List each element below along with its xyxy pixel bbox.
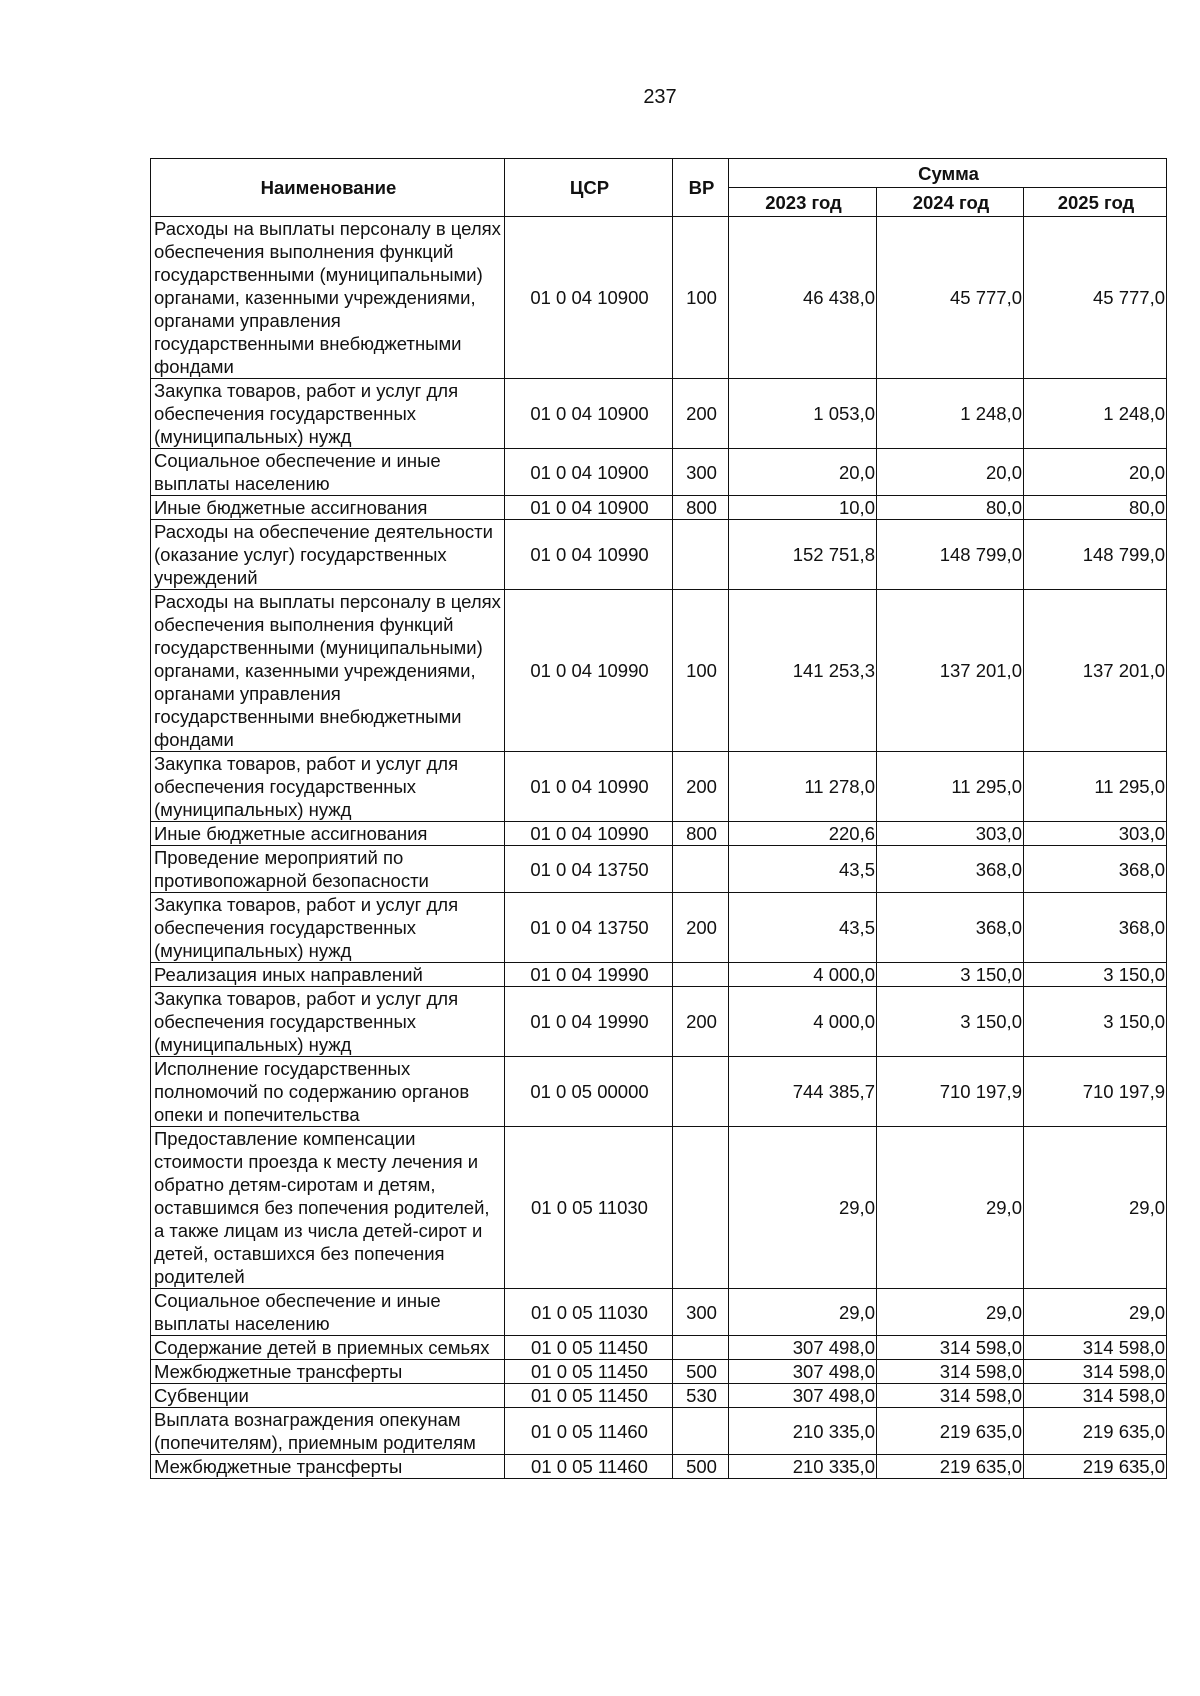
cell-csr: 01 0 05 11030 (505, 1289, 673, 1336)
cell-csr: 01 0 04 19990 (505, 963, 673, 987)
cell-amount-2024: 29,0 (877, 1289, 1024, 1336)
page-number: 237 (643, 86, 677, 108)
cell-csr: 01 0 05 11450 (505, 1360, 673, 1384)
cell-amount-2023: 744 385,7 (729, 1057, 877, 1127)
cell-name: Закупка товаров, работ и услуг для обеспечения государственных (муниципальных) нужд (151, 379, 505, 449)
cell-name: Реализация иных направлений (151, 963, 505, 987)
cell-vr (673, 846, 729, 893)
cell-amount-2024: 11 295,0 (877, 752, 1024, 822)
cell-name: Социальное обеспечение и иные выплаты населению (151, 449, 505, 496)
cell-amount-2025: 303,0 (1024, 822, 1167, 846)
table-row (151, 1336, 1167, 1360)
header-year-2025: 2025 год (1024, 188, 1167, 217)
cell-vr: 200 (673, 893, 729, 963)
cell-amount-2025: 11 295,0 (1024, 752, 1167, 822)
cell-amount-2023: 307 498,0 (729, 1360, 877, 1384)
cell-amount-2023: 220,6 (729, 822, 877, 846)
table-row (151, 1360, 1167, 1384)
cell-vr: 500 (673, 1455, 729, 1479)
cell-vr: 300 (673, 449, 729, 496)
cell-amount-2025: 29,0 (1024, 1289, 1167, 1336)
cell-name: Закупка товаров, работ и услуг для обеспечения государственных (муниципальных) нужд (151, 893, 505, 963)
cell-amount-2023: 29,0 (729, 1289, 877, 1336)
cell-name: Иные бюджетные ассигнования (151, 822, 505, 846)
cell-amount-2024: 1 248,0 (877, 379, 1024, 449)
cell-amount-2024: 368,0 (877, 893, 1024, 963)
cell-vr: 300 (673, 1289, 729, 1336)
cell-amount-2025: 219 635,0 (1024, 1455, 1167, 1479)
cell-vr: 100 (673, 590, 729, 752)
cell-amount-2025: 80,0 (1024, 496, 1167, 520)
cell-vr (673, 1336, 729, 1360)
cell-amount-2025: 148 799,0 (1024, 520, 1167, 590)
cell-amount-2025: 368,0 (1024, 846, 1167, 893)
cell-csr: 01 0 05 00000 (505, 1057, 673, 1127)
table-row (151, 963, 1167, 987)
cell-amount-2025: 29,0 (1024, 1127, 1167, 1289)
cell-csr: 01 0 04 10900 (505, 496, 673, 520)
cell-csr: 01 0 04 13750 (505, 846, 673, 893)
cell-amount-2024: 148 799,0 (877, 520, 1024, 590)
cell-amount-2025: 368,0 (1024, 893, 1167, 963)
cell-name: Закупка товаров, работ и услуг для обеспечения государственных (муниципальных) нужд (151, 752, 505, 822)
cell-amount-2024: 137 201,0 (877, 590, 1024, 752)
table-row (151, 1455, 1167, 1479)
cell-amount-2023: 10,0 (729, 496, 877, 520)
cell-name: Расходы на обеспечение деятельности (оказание услуг) государственных учреждений (151, 520, 505, 590)
cell-name: Предоставление компенсации стоимости проезда к месту лечения и обратно детям-сиротам и детям, оставшимся без попечения родителей, а также лицам из числа детей-сирот и детей, оставшихся без попечения родителей (151, 1127, 505, 1289)
cell-amount-2025: 314 598,0 (1024, 1384, 1167, 1408)
table-header (151, 159, 1167, 217)
budget-table (150, 158, 1167, 1479)
cell-amount-2024: 368,0 (877, 846, 1024, 893)
cell-amount-2023: 4 000,0 (729, 987, 877, 1057)
cell-vr: 800 (673, 822, 729, 846)
table-row (151, 1057, 1167, 1127)
cell-name: Социальное обеспечение и иные выплаты населению (151, 1289, 505, 1336)
cell-amount-2023: 152 751,8 (729, 520, 877, 590)
cell-amount-2024: 3 150,0 (877, 987, 1024, 1057)
cell-amount-2025: 20,0 (1024, 449, 1167, 496)
cell-name: Закупка товаров, работ и услуг для обеспечения государственных (муниципальных) нужд (151, 987, 505, 1057)
cell-amount-2025: 219 635,0 (1024, 1408, 1167, 1455)
cell-amount-2023: 43,5 (729, 846, 877, 893)
cell-amount-2023: 20,0 (729, 449, 877, 496)
cell-vr (673, 1127, 729, 1289)
cell-amount-2024: 20,0 (877, 449, 1024, 496)
table-row (151, 752, 1167, 822)
header-name: Наименование (151, 159, 505, 217)
cell-amount-2025: 45 777,0 (1024, 217, 1167, 379)
table-row (151, 987, 1167, 1057)
cell-amount-2023: 11 278,0 (729, 752, 877, 822)
cell-amount-2024: 314 598,0 (877, 1384, 1024, 1408)
cell-amount-2024: 29,0 (877, 1127, 1024, 1289)
header-vr: ВР (673, 159, 729, 217)
table-row (151, 1127, 1167, 1289)
cell-vr (673, 1408, 729, 1455)
table-row (151, 1289, 1167, 1336)
cell-vr (673, 520, 729, 590)
cell-amount-2023: 46 438,0 (729, 217, 877, 379)
cell-amount-2024: 45 777,0 (877, 217, 1024, 379)
cell-amount-2023: 307 498,0 (729, 1336, 877, 1360)
table-row (151, 217, 1167, 379)
cell-csr: 01 0 05 11460 (505, 1455, 673, 1479)
cell-name: Субвенции (151, 1384, 505, 1408)
cell-csr: 01 0 05 11460 (505, 1408, 673, 1455)
cell-csr: 01 0 04 10900 (505, 379, 673, 449)
cell-amount-2024: 3 150,0 (877, 963, 1024, 987)
cell-amount-2023: 29,0 (729, 1127, 877, 1289)
cell-name: Расходы на выплаты персоналу в целях обеспечения выполнения функций государственными (муниципальными) органами, казенными учреждениями, органами управления государственными внебюджетными фондами (151, 590, 505, 752)
cell-csr: 01 0 05 11450 (505, 1336, 673, 1360)
cell-amount-2023: 307 498,0 (729, 1384, 877, 1408)
cell-amount-2025: 314 598,0 (1024, 1360, 1167, 1384)
header-csr: ЦСР (505, 159, 673, 217)
cell-csr: 01 0 04 10900 (505, 217, 673, 379)
cell-vr (673, 1057, 729, 1127)
cell-amount-2023: 141 253,3 (729, 590, 877, 752)
header-year-2024: 2024 год (877, 188, 1024, 217)
cell-amount-2023: 4 000,0 (729, 963, 877, 987)
cell-amount-2024: 303,0 (877, 822, 1024, 846)
cell-name: Межбюджетные трансферты (151, 1360, 505, 1384)
cell-vr: 500 (673, 1360, 729, 1384)
cell-name: Исполнение государственных полномочий по содержанию органов опеки и попечительства (151, 1057, 505, 1127)
cell-amount-2024: 80,0 (877, 496, 1024, 520)
table-row (151, 893, 1167, 963)
cell-csr: 01 0 05 11030 (505, 1127, 673, 1289)
table-row (151, 822, 1167, 846)
cell-amount-2024: 219 635,0 (877, 1408, 1024, 1455)
cell-amount-2025: 710 197,9 (1024, 1057, 1167, 1127)
cell-amount-2023: 210 335,0 (729, 1408, 877, 1455)
cell-csr: 01 0 04 13750 (505, 893, 673, 963)
table-row (151, 590, 1167, 752)
cell-name: Иные бюджетные ассигнования (151, 496, 505, 520)
cell-amount-2024: 314 598,0 (877, 1336, 1024, 1360)
cell-amount-2025: 1 248,0 (1024, 379, 1167, 449)
cell-csr: 01 0 04 10990 (505, 520, 673, 590)
table-row (151, 379, 1167, 449)
cell-vr (673, 963, 729, 987)
cell-name: Расходы на выплаты персоналу в целях обеспечения выполнения функций государственными (муниципальными) органами, казенными учреждениями, органами управления государственными внебюджетными фондами (151, 217, 505, 379)
cell-name: Выплата вознаграждения опекунам (попечителям), приемным родителям (151, 1408, 505, 1455)
cell-amount-2023: 210 335,0 (729, 1455, 877, 1479)
cell-amount-2025: 137 201,0 (1024, 590, 1167, 752)
table-row (151, 449, 1167, 496)
cell-amount-2024: 710 197,9 (877, 1057, 1024, 1127)
cell-amount-2025: 3 150,0 (1024, 963, 1167, 987)
header-year-2023: 2023 год (729, 188, 877, 217)
cell-amount-2023: 1 053,0 (729, 379, 877, 449)
cell-vr: 530 (673, 1384, 729, 1408)
cell-vr: 200 (673, 987, 729, 1057)
cell-amount-2024: 314 598,0 (877, 1360, 1024, 1384)
cell-name: Межбюджетные трансферты (151, 1455, 505, 1479)
cell-name: Проведение мероприятий по противопожарной безопасности (151, 846, 505, 893)
table-row (151, 520, 1167, 590)
cell-csr: 01 0 04 19990 (505, 987, 673, 1057)
cell-vr: 200 (673, 379, 729, 449)
cell-amount-2025: 314 598,0 (1024, 1336, 1167, 1360)
header-sum: Сумма (729, 159, 1167, 188)
table-row (151, 1408, 1167, 1455)
cell-csr: 01 0 05 11450 (505, 1384, 673, 1408)
cell-name: Содержание детей в приемных семьях (151, 1336, 505, 1360)
cell-amount-2025: 3 150,0 (1024, 987, 1167, 1057)
cell-vr: 200 (673, 752, 729, 822)
table-row (151, 496, 1167, 520)
cell-csr: 01 0 04 10990 (505, 590, 673, 752)
cell-csr: 01 0 04 10990 (505, 822, 673, 846)
cell-amount-2024: 219 635,0 (877, 1455, 1024, 1479)
cell-vr: 800 (673, 496, 729, 520)
table-row (151, 846, 1167, 893)
table-row (151, 1384, 1167, 1408)
cell-csr: 01 0 04 10990 (505, 752, 673, 822)
table-body (151, 217, 1167, 1479)
cell-vr: 100 (673, 217, 729, 379)
cell-csr: 01 0 04 10900 (505, 449, 673, 496)
cell-amount-2023: 43,5 (729, 893, 877, 963)
